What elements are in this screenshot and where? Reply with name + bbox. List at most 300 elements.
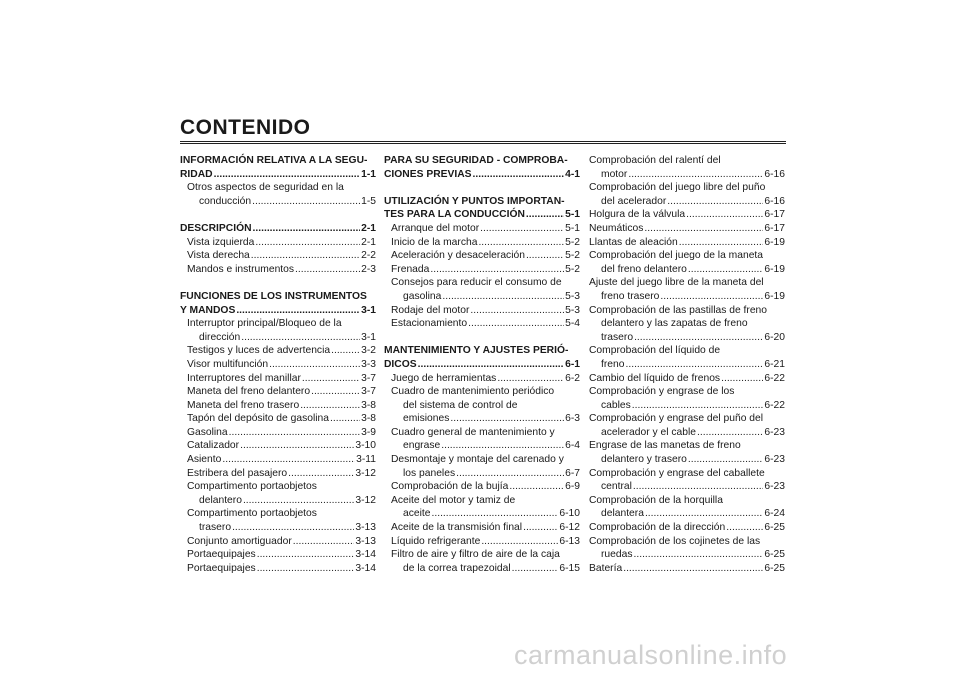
toc-entry xyxy=(180,412,376,426)
toc-page-number: 4-1 xyxy=(565,168,580,180)
toc-entry-title-continued: de la correa trapezoidal xyxy=(403,562,511,574)
toc-entry-title: Asiento xyxy=(187,454,222,466)
dot-leader xyxy=(252,195,360,209)
dot-leader xyxy=(660,290,763,304)
toc-entry xyxy=(180,181,376,208)
toc-entry-title: Comprobación de la horquilla xyxy=(589,494,723,506)
dot-leader xyxy=(330,412,360,426)
dot-leader xyxy=(243,494,354,508)
title-divider xyxy=(180,141,786,144)
dot-leader xyxy=(295,263,360,277)
toc-line xyxy=(391,535,580,549)
toc-entry-title: Comprobación de los cojinetes de las xyxy=(589,535,761,547)
toc-page-number: 6-19 xyxy=(764,263,785,275)
toc-entry xyxy=(180,249,376,263)
toc-line xyxy=(187,426,376,440)
toc-page-number: 6-19 xyxy=(764,290,785,302)
toc-entry-title-continued: RIDAD xyxy=(180,168,213,180)
toc-page-number: 3-10 xyxy=(355,440,376,452)
toc-entry xyxy=(384,249,580,263)
toc-page-number: 6-25 xyxy=(764,562,785,574)
toc-line xyxy=(391,317,580,331)
toc-line xyxy=(187,548,376,562)
toc-page-number: 6-7 xyxy=(565,467,580,479)
toc-entry xyxy=(180,453,376,467)
toc-line xyxy=(391,521,580,535)
dot-leader xyxy=(441,439,564,453)
toc-page-number: 6-12 xyxy=(559,522,580,534)
toc-entry xyxy=(384,222,580,236)
toc-entry-title: Cuadro general de mantenimiento y xyxy=(391,426,555,438)
dot-leader xyxy=(222,453,355,467)
toc-entry-title-continued: Y MANDOS xyxy=(180,304,236,316)
dot-leader xyxy=(241,331,360,345)
dot-leader xyxy=(236,304,360,318)
toc-line xyxy=(187,372,376,386)
toc-entry-title: Engrase de las manetas de freno xyxy=(589,440,741,452)
toc-page-number: 2-1 xyxy=(361,236,376,248)
toc-entry-title: Líquido refrigerante xyxy=(391,535,481,547)
toc-page-number: 3-14 xyxy=(355,562,376,574)
dot-leader xyxy=(509,480,564,494)
toc-entry xyxy=(180,358,376,372)
toc-entry xyxy=(384,535,580,549)
toc-line xyxy=(187,453,376,467)
toc-page-number: 5-1 xyxy=(565,209,580,221)
toc-entry xyxy=(384,548,580,575)
toc-page-number: 5-1 xyxy=(565,222,580,234)
toc-entry-title: Catalizador xyxy=(187,440,240,452)
toc-entry-title-continued: ruedas xyxy=(601,549,633,561)
toc-entry-title-continued: freno trasero xyxy=(601,290,660,302)
toc-entry xyxy=(180,236,376,250)
toc-page-number: 6-21 xyxy=(764,358,785,370)
toc-entry xyxy=(180,535,376,549)
toc-entry xyxy=(589,276,785,303)
toc-page-number: 3-8 xyxy=(361,413,376,425)
toc-page-number: 6-19 xyxy=(764,236,785,248)
dot-leader xyxy=(253,222,361,236)
toc-entry-title: Comprobación del ralentí del xyxy=(589,155,721,166)
toc-column-2 xyxy=(384,154,580,575)
toc-line xyxy=(391,290,580,304)
toc-entry-title: Compartimento portaobjetos xyxy=(187,508,317,520)
toc-entry-title-continued: conducción xyxy=(199,195,252,207)
dot-leader xyxy=(632,399,764,413)
toc-entry-title-continued: del sistema de control de xyxy=(403,399,518,411)
toc-entry-title: Interruptor principal/Bloqueo de la xyxy=(187,318,342,330)
toc-page-number: 3-11 xyxy=(356,454,376,466)
toc-entry xyxy=(180,426,376,440)
dot-leader xyxy=(526,208,564,222)
toc-line xyxy=(187,521,376,535)
toc-page-number: 6-23 xyxy=(764,481,785,493)
dot-leader xyxy=(473,168,565,182)
toc-entry-title-continued: delantera xyxy=(601,508,644,520)
toc-page-number: 3-1 xyxy=(361,331,376,343)
toc-entry xyxy=(384,317,580,331)
toc-entry xyxy=(589,304,785,345)
toc-entry xyxy=(384,276,580,303)
toc-page-number: 6-24 xyxy=(764,508,785,520)
toc-page-number: 6-10 xyxy=(559,508,580,520)
toc-page-number: 3-7 xyxy=(361,372,376,384)
toc-entry xyxy=(180,317,376,344)
dot-leader xyxy=(240,439,354,453)
toc-line xyxy=(187,344,376,358)
toc-entry-title: FUNCIONES DE LOS INSTRUMENTOS xyxy=(180,290,367,302)
toc-entry-title: Consejos para reducir el consumo de xyxy=(391,277,562,289)
dot-leader xyxy=(232,521,354,535)
toc-page-number: 3-2 xyxy=(361,345,376,357)
toc-page-number: 2-2 xyxy=(361,250,376,262)
toc-entry-title: Ajuste del juego libre de la maneta del xyxy=(589,277,764,289)
dot-leader xyxy=(418,358,564,372)
toc-entry-title: Desmontaje y montaje del carenado y xyxy=(391,454,564,466)
dot-leader xyxy=(625,358,763,372)
toc-page-number: 5-4 xyxy=(565,318,580,330)
toc-entry-title: Vista derecha xyxy=(187,250,250,262)
toc-entry xyxy=(589,249,785,276)
dot-leader xyxy=(721,372,763,386)
toc-entry-title: Comprobación y engrase del caballete xyxy=(589,467,765,479)
toc-entry-title: Conjunto amortiguador xyxy=(187,535,292,547)
toc-entry-title-continued: trasero xyxy=(601,331,634,343)
toc-page-number: 3-3 xyxy=(361,358,376,370)
toc-entry xyxy=(384,372,580,386)
dot-leader xyxy=(468,317,564,331)
toc-page-number: 5-3 xyxy=(565,290,580,302)
toc-line xyxy=(187,385,376,399)
toc-entry-title: Portaequipajes xyxy=(187,562,256,574)
toc-entry xyxy=(384,154,580,181)
dot-leader xyxy=(634,331,763,345)
toc-entry-title: Tapón del depósito de gasolina xyxy=(187,413,329,425)
toc-line xyxy=(187,249,376,263)
dot-leader xyxy=(633,480,763,494)
toc-entry-title: Juego de herramientas xyxy=(391,372,497,384)
toc-entry-title: INFORMACIÓN RELATIVA A LA SEGU- xyxy=(180,155,368,166)
dot-leader xyxy=(526,249,564,263)
toc-line xyxy=(384,208,580,222)
toc-line xyxy=(391,222,580,236)
toc-line xyxy=(391,236,580,250)
toc-page-number: 5-2 xyxy=(565,236,580,248)
dot-leader xyxy=(697,426,763,440)
dot-leader xyxy=(679,236,764,250)
toc-entry xyxy=(180,562,376,576)
dot-leader xyxy=(481,535,558,549)
toc-entry-title: Portaequipajes xyxy=(187,549,256,561)
toc-page-number: 6-13 xyxy=(559,535,580,547)
dot-leader xyxy=(456,467,564,481)
toc-entry xyxy=(180,507,376,534)
toc-entry-title: Aceite del motor y tamiz de xyxy=(391,494,516,506)
toc-entry-title-continued: los paneles xyxy=(403,467,456,479)
toc-entry-title: Comprobación del juego de la maneta xyxy=(589,250,764,262)
toc-line xyxy=(589,372,785,386)
toc-line xyxy=(180,222,376,236)
toc-line xyxy=(589,222,785,236)
toc-page-number: 6-16 xyxy=(764,168,785,180)
toc-page-number: 1-1 xyxy=(361,168,376,180)
toc-page-number: 3-13 xyxy=(355,535,376,547)
toc-entry-title-continued: emisiones xyxy=(403,413,450,425)
toc-entry-title-continued: engrase xyxy=(403,440,441,452)
toc-entry xyxy=(589,521,785,535)
toc-entry-title: Interruptores del manillar xyxy=(187,372,301,384)
toc-entry-title: Gasolina xyxy=(187,426,228,438)
toc-entry-title: Compartimento portaobjetos xyxy=(187,481,317,493)
toc-entry-title: Cuadro de mantenimiento periódico xyxy=(391,386,555,398)
toc-entry-title: Estribera del pasajero xyxy=(187,467,288,479)
dot-leader xyxy=(288,467,354,481)
toc-entry-title: Filtro de aire y filtro de aire de la caja xyxy=(391,549,560,561)
dot-leader xyxy=(688,263,764,277)
toc-entry-title-continued: TES PARA LA CONDUCCIÓN xyxy=(384,209,525,221)
toc-entry xyxy=(384,494,580,521)
toc-entry xyxy=(384,236,580,250)
toc-entry-title: MANTENIMIENTO Y AJUSTES PERIÓ- xyxy=(384,345,569,357)
toc-line xyxy=(187,494,376,508)
toc-line xyxy=(589,399,785,413)
toc-page-number: 6-15 xyxy=(559,562,580,574)
toc-line xyxy=(589,562,785,576)
dot-leader xyxy=(480,222,564,236)
toc-entry-title-continued: del freno delantero xyxy=(601,263,687,275)
dot-leader xyxy=(430,263,564,277)
dot-leader xyxy=(331,344,360,358)
toc-page-number: 2-1 xyxy=(361,222,376,234)
toc-line xyxy=(391,372,580,386)
toc-entry xyxy=(180,344,376,358)
toc-page-number: 6-23 xyxy=(764,426,785,438)
toc-line xyxy=(589,236,785,250)
toc-entry xyxy=(589,222,785,236)
toc-line xyxy=(589,290,785,304)
toc-entry-title: Inicio de la marcha xyxy=(391,236,478,248)
toc-column-1 xyxy=(180,154,376,575)
toc-line xyxy=(589,521,785,535)
toc-entry-title: Vista izquierda xyxy=(187,236,255,248)
toc-entry xyxy=(589,439,785,466)
toc-page-number: 6-22 xyxy=(764,399,785,411)
dot-leader xyxy=(293,535,355,549)
toc-page-number: 3-1 xyxy=(361,304,376,316)
toc-entry-title: DESCRIPCIÓN xyxy=(180,222,252,234)
toc-entry xyxy=(589,562,785,576)
toc-entry-title: Holgura de la válvula xyxy=(589,209,686,221)
toc-entry-title: Visor multifunción xyxy=(187,358,269,370)
toc-line xyxy=(589,426,785,440)
toc-line xyxy=(187,195,376,209)
toc-column-3 xyxy=(589,154,785,575)
dot-leader xyxy=(478,236,564,250)
toc-entry-title: Comprobación del juego libre del puño xyxy=(589,182,766,194)
toc-page-number: 3-14 xyxy=(355,549,376,561)
dot-leader xyxy=(251,249,360,263)
toc-line xyxy=(180,304,376,318)
toc-page-number: 6-1 xyxy=(565,358,580,370)
page-title: CONTENIDO xyxy=(180,116,311,139)
toc-line xyxy=(589,331,785,345)
dot-leader xyxy=(470,304,564,318)
toc-entry xyxy=(384,521,580,535)
dot-leader xyxy=(229,426,360,440)
toc-entry-title: Comprobación de la dirección xyxy=(589,522,726,534)
toc-page-number: 6-20 xyxy=(764,331,785,343)
toc-entry xyxy=(180,154,376,181)
toc-entry xyxy=(589,467,785,494)
toc-entry-title: Batería xyxy=(589,562,623,574)
toc-page-number: 5-2 xyxy=(565,250,580,262)
toc-entry xyxy=(384,344,580,371)
toc-line xyxy=(391,507,580,521)
toc-entry xyxy=(589,236,785,250)
dot-leader xyxy=(512,562,559,576)
toc-line xyxy=(391,304,580,318)
toc-entry-title: Llantas de aleación xyxy=(589,236,678,248)
toc-entry-title: Cambio del líquido de frenos xyxy=(589,372,721,384)
dot-leader xyxy=(257,562,355,576)
toc-page-number: 6-25 xyxy=(764,549,785,561)
toc-line xyxy=(187,412,376,426)
dot-leader xyxy=(450,412,564,426)
toc-entry xyxy=(180,385,376,399)
toc-line xyxy=(391,249,580,263)
toc-entry xyxy=(180,222,376,236)
toc-entry-title-continued: acelerador y el cable xyxy=(601,426,697,438)
toc-entry-title: Comprobación de la bujía xyxy=(391,481,509,493)
dot-leader xyxy=(726,521,763,535)
dot-leader xyxy=(523,521,558,535)
site-watermark: carmanualsonline.info xyxy=(514,640,788,670)
toc-entry-title: Rodaje del motor xyxy=(391,304,470,316)
toc-page-number: 3-8 xyxy=(361,399,376,411)
toc-page-number: 3-7 xyxy=(361,386,376,398)
toc-entry xyxy=(589,412,785,439)
dot-leader xyxy=(686,208,763,222)
toc-line xyxy=(391,412,580,426)
toc-entry xyxy=(180,372,376,386)
toc-line xyxy=(187,263,376,277)
toc-line xyxy=(187,331,376,345)
toc-line xyxy=(391,480,580,494)
toc-entry xyxy=(589,494,785,521)
toc-page-number: 1-5 xyxy=(361,195,376,207)
toc-entry xyxy=(180,290,376,317)
toc-entry-title-continued: DICOS xyxy=(384,358,417,370)
toc-line xyxy=(391,439,580,453)
toc-entry xyxy=(384,453,580,480)
toc-entry xyxy=(180,439,376,453)
toc-entry-title-continued: del acelerador xyxy=(601,195,667,207)
toc-entry xyxy=(589,208,785,222)
toc-page-number: 2-3 xyxy=(361,263,376,275)
toc-page-number: 6-2 xyxy=(565,372,580,384)
toc-line xyxy=(391,263,580,277)
dot-leader xyxy=(644,222,763,236)
toc-entry-title-continued: cables xyxy=(601,399,631,411)
toc-entry xyxy=(180,548,376,562)
toc-line xyxy=(589,453,785,467)
toc-entry xyxy=(589,385,785,412)
toc-line xyxy=(589,358,785,372)
toc-entry-title: Arranque del motor xyxy=(391,222,480,234)
dot-leader xyxy=(269,358,360,372)
toc-line xyxy=(187,439,376,453)
toc-line xyxy=(384,168,580,182)
toc-entry-title-continued: freno xyxy=(601,358,625,370)
toc-entry-title-continued: motor xyxy=(601,168,628,180)
toc-entry xyxy=(180,263,376,277)
toc-entry-title: Comprobación de las pastillas de freno xyxy=(589,304,768,316)
toc-line xyxy=(589,195,785,209)
dot-leader xyxy=(645,507,763,521)
toc-entry xyxy=(589,181,785,208)
dot-leader xyxy=(300,399,360,413)
toc-entry-title: Mandos e instrumentos xyxy=(187,263,295,275)
toc-line xyxy=(589,208,785,222)
toc-line xyxy=(589,168,785,182)
toc-entry xyxy=(180,480,376,507)
toc-entry-title-continued: trasero xyxy=(199,522,232,534)
toc-page-number: 3-12 xyxy=(355,494,376,506)
toc-page-number: 5-3 xyxy=(565,304,580,316)
dot-leader xyxy=(431,507,558,521)
toc-entry xyxy=(384,426,580,453)
toc-entry xyxy=(384,480,580,494)
toc-entry-title: Neumáticos xyxy=(589,222,644,234)
toc-page-number: 6-23 xyxy=(764,454,785,466)
toc-entry xyxy=(589,154,785,181)
toc-page-number: 3-13 xyxy=(355,522,376,534)
dot-leader xyxy=(628,168,763,182)
toc-entry-title: Comprobación y engrase de los xyxy=(589,386,735,398)
toc-page-number: 6-17 xyxy=(764,209,785,221)
toc-entry-title-continued: aceite xyxy=(403,508,431,520)
toc-line xyxy=(391,562,580,576)
toc-entry xyxy=(384,304,580,318)
toc-page-number: 6-17 xyxy=(764,222,785,234)
toc-entry-title: Comprobación del líquido de xyxy=(589,345,721,357)
toc-line xyxy=(180,168,376,182)
toc-entry-title-continued: delantero y las zapatas de freno xyxy=(601,318,748,330)
toc-line xyxy=(187,236,376,250)
toc-entry xyxy=(384,195,580,222)
toc-entry xyxy=(589,535,785,562)
toc-line xyxy=(589,548,785,562)
toc-line xyxy=(384,358,580,372)
dot-leader xyxy=(311,385,360,399)
toc-page-number: 5-2 xyxy=(565,263,580,275)
toc-page-number: 6-25 xyxy=(764,522,785,534)
toc-line xyxy=(589,507,785,521)
toc-entry-title-continued: dirección xyxy=(199,331,241,343)
toc-line xyxy=(589,263,785,277)
toc-entry-title: Otros aspectos de seguridad en la xyxy=(187,182,344,194)
dot-leader xyxy=(214,168,361,182)
toc-entry-title: PARA SU SEGURIDAD - COMPROBA- xyxy=(384,155,568,166)
toc-line xyxy=(589,480,785,494)
toc-entry-title: Aceleración y desaceleración xyxy=(391,250,525,262)
dot-leader xyxy=(688,453,764,467)
toc-line xyxy=(187,399,376,413)
toc-entry xyxy=(384,385,580,426)
dot-leader xyxy=(255,236,360,250)
toc-entry-title-continued: CIONES PREVIAS xyxy=(384,168,472,180)
toc-entry xyxy=(589,372,785,386)
